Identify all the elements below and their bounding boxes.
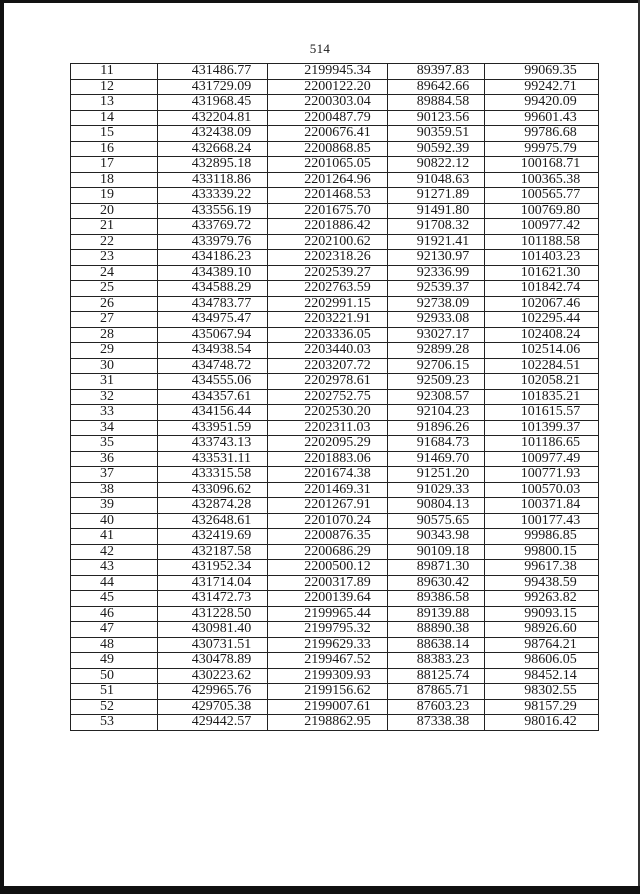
table-row bbox=[71, 250, 599, 266]
value-cell-1: 432668.24 bbox=[158, 141, 268, 157]
value-cell-4: 102284.51 bbox=[485, 358, 599, 374]
table-row bbox=[71, 544, 599, 560]
row-number-cell: 47 bbox=[71, 622, 158, 638]
table-row bbox=[71, 203, 599, 219]
row-number-cell: 37 bbox=[71, 467, 158, 483]
value-cell-2: 2203221.91 bbox=[268, 312, 388, 328]
value-cell-2: 2200676.41 bbox=[268, 126, 388, 142]
table-row bbox=[71, 715, 599, 731]
value-cell-3: 89630.42 bbox=[388, 575, 485, 591]
value-cell-3: 91896.26 bbox=[388, 420, 485, 436]
value-cell-4: 99420.09 bbox=[485, 95, 599, 111]
value-cell-4: 99263.82 bbox=[485, 591, 599, 607]
value-cell-1: 431228.50 bbox=[158, 606, 268, 622]
table-row bbox=[71, 126, 599, 142]
row-number-cell: 31 bbox=[71, 374, 158, 390]
value-cell-3: 90123.56 bbox=[388, 110, 485, 126]
value-cell-2: 2202530.20 bbox=[268, 405, 388, 421]
row-number-cell: 43 bbox=[71, 560, 158, 576]
table-row bbox=[71, 141, 599, 157]
value-cell-3: 89386.58 bbox=[388, 591, 485, 607]
row-number-cell: 46 bbox=[71, 606, 158, 622]
value-cell-1: 434748.72 bbox=[158, 358, 268, 374]
value-cell-3: 89642.66 bbox=[388, 79, 485, 95]
value-cell-1: 432438.09 bbox=[158, 126, 268, 142]
table-row bbox=[71, 560, 599, 576]
value-cell-1: 431729.09 bbox=[158, 79, 268, 95]
table-row bbox=[71, 234, 599, 250]
table-row bbox=[71, 157, 599, 173]
table-row bbox=[71, 79, 599, 95]
value-cell-2: 2200122.20 bbox=[268, 79, 388, 95]
row-number-cell: 48 bbox=[71, 637, 158, 653]
value-cell-3: 87865.71 bbox=[388, 684, 485, 700]
value-cell-1: 432648.61 bbox=[158, 513, 268, 529]
row-number-cell: 33 bbox=[71, 405, 158, 421]
value-cell-1: 429965.76 bbox=[158, 684, 268, 700]
value-cell-1: 429442.57 bbox=[158, 715, 268, 731]
value-cell-3: 92336.99 bbox=[388, 265, 485, 281]
row-number-cell: 24 bbox=[71, 265, 158, 281]
value-cell-4: 102295.44 bbox=[485, 312, 599, 328]
value-cell-2: 2200876.35 bbox=[268, 529, 388, 545]
row-number-cell: 22 bbox=[71, 234, 158, 250]
table-row bbox=[71, 172, 599, 188]
table-row bbox=[71, 653, 599, 669]
row-number-cell: 26 bbox=[71, 296, 158, 312]
value-cell-2: 2199156.62 bbox=[268, 684, 388, 700]
value-cell-4: 101399.37 bbox=[485, 420, 599, 436]
value-cell-4: 101188.58 bbox=[485, 234, 599, 250]
value-cell-3: 90575.65 bbox=[388, 513, 485, 529]
value-cell-2: 2200686.29 bbox=[268, 544, 388, 560]
table-row bbox=[71, 684, 599, 700]
row-number-cell: 29 bbox=[71, 343, 158, 359]
coordinate-table bbox=[70, 63, 599, 731]
value-cell-4: 102067.46 bbox=[485, 296, 599, 312]
table-row bbox=[71, 637, 599, 653]
value-cell-3: 92738.09 bbox=[388, 296, 485, 312]
value-cell-3: 92509.23 bbox=[388, 374, 485, 390]
value-cell-4: 98926.60 bbox=[485, 622, 599, 638]
table-row bbox=[71, 529, 599, 545]
value-cell-2: 2198862.95 bbox=[268, 715, 388, 731]
value-cell-2: 2201070.24 bbox=[268, 513, 388, 529]
value-cell-4: 99601.43 bbox=[485, 110, 599, 126]
value-cell-1: 430478.89 bbox=[158, 653, 268, 669]
value-cell-1: 434186.23 bbox=[158, 250, 268, 266]
value-cell-2: 2202095.29 bbox=[268, 436, 388, 452]
value-cell-3: 87603.23 bbox=[388, 699, 485, 715]
value-cell-2: 2199945.34 bbox=[268, 64, 388, 80]
table-row bbox=[71, 575, 599, 591]
value-cell-2: 2201267.91 bbox=[268, 498, 388, 514]
value-cell-3: 90359.51 bbox=[388, 126, 485, 142]
table-row bbox=[71, 64, 599, 80]
value-cell-3: 90592.39 bbox=[388, 141, 485, 157]
value-cell-4: 98452.14 bbox=[485, 668, 599, 684]
row-number-cell: 28 bbox=[71, 327, 158, 343]
table-row bbox=[71, 281, 599, 297]
value-cell-1: 434975.47 bbox=[158, 312, 268, 328]
value-cell-2: 2201065.05 bbox=[268, 157, 388, 173]
table-row bbox=[71, 467, 599, 483]
value-cell-3: 91684.73 bbox=[388, 436, 485, 452]
value-cell-1: 433339.22 bbox=[158, 188, 268, 204]
table-row bbox=[71, 358, 599, 374]
value-cell-3: 88638.14 bbox=[388, 637, 485, 653]
row-number-cell: 21 bbox=[71, 219, 158, 235]
value-cell-3: 91708.32 bbox=[388, 219, 485, 235]
value-cell-2: 2199007.61 bbox=[268, 699, 388, 715]
value-cell-3: 87338.38 bbox=[388, 715, 485, 731]
value-cell-4: 100565.77 bbox=[485, 188, 599, 204]
row-number-cell: 51 bbox=[71, 684, 158, 700]
value-cell-4: 102514.06 bbox=[485, 343, 599, 359]
value-cell-2: 2203336.05 bbox=[268, 327, 388, 343]
value-cell-3: 92130.97 bbox=[388, 250, 485, 266]
value-cell-2: 2200487.79 bbox=[268, 110, 388, 126]
value-cell-1: 430223.62 bbox=[158, 668, 268, 684]
value-cell-1: 429705.38 bbox=[158, 699, 268, 715]
value-cell-3: 90343.98 bbox=[388, 529, 485, 545]
row-number-cell: 44 bbox=[71, 575, 158, 591]
row-number-cell: 15 bbox=[71, 126, 158, 142]
value-cell-1: 431486.77 bbox=[158, 64, 268, 80]
value-cell-4: 99786.68 bbox=[485, 126, 599, 142]
value-cell-2: 2201674.38 bbox=[268, 467, 388, 483]
value-cell-2: 2202763.59 bbox=[268, 281, 388, 297]
row-number-cell: 14 bbox=[71, 110, 158, 126]
value-cell-4: 101842.74 bbox=[485, 281, 599, 297]
value-cell-4: 101186.65 bbox=[485, 436, 599, 452]
value-cell-4: 98764.21 bbox=[485, 637, 599, 653]
row-number-cell: 52 bbox=[71, 699, 158, 715]
value-cell-4: 99069.35 bbox=[485, 64, 599, 80]
table-row bbox=[71, 699, 599, 715]
value-cell-2: 2199309.93 bbox=[268, 668, 388, 684]
value-cell-3: 90822.12 bbox=[388, 157, 485, 173]
value-cell-2: 2200317.89 bbox=[268, 575, 388, 591]
row-number-cell: 18 bbox=[71, 172, 158, 188]
table-row bbox=[71, 668, 599, 684]
table-body bbox=[71, 64, 599, 731]
value-cell-2: 2199965.44 bbox=[268, 606, 388, 622]
table-row bbox=[71, 405, 599, 421]
value-cell-3: 91491.80 bbox=[388, 203, 485, 219]
value-cell-3: 91048.63 bbox=[388, 172, 485, 188]
value-cell-1: 434588.29 bbox=[158, 281, 268, 297]
value-cell-1: 434156.44 bbox=[158, 405, 268, 421]
value-cell-4: 99438.59 bbox=[485, 575, 599, 591]
value-cell-3: 91469.70 bbox=[388, 451, 485, 467]
table-row bbox=[71, 95, 599, 111]
value-cell-2: 2201469.31 bbox=[268, 482, 388, 498]
value-cell-1: 432895.18 bbox=[158, 157, 268, 173]
value-cell-3: 93027.17 bbox=[388, 327, 485, 343]
value-cell-4: 98302.55 bbox=[485, 684, 599, 700]
value-cell-1: 433096.62 bbox=[158, 482, 268, 498]
value-cell-4: 100977.42 bbox=[485, 219, 599, 235]
row-number-cell: 16 bbox=[71, 141, 158, 157]
value-cell-2: 2202318.26 bbox=[268, 250, 388, 266]
value-cell-1: 431968.45 bbox=[158, 95, 268, 111]
value-cell-3: 91251.20 bbox=[388, 467, 485, 483]
value-cell-2: 2202752.75 bbox=[268, 389, 388, 405]
row-number-cell: 17 bbox=[71, 157, 158, 173]
value-cell-4: 100177.43 bbox=[485, 513, 599, 529]
table-row bbox=[71, 265, 599, 281]
value-cell-3: 92104.23 bbox=[388, 405, 485, 421]
value-cell-2: 2202311.03 bbox=[268, 420, 388, 436]
row-number-cell: 13 bbox=[71, 95, 158, 111]
row-number-cell: 11 bbox=[71, 64, 158, 80]
value-cell-3: 90109.18 bbox=[388, 544, 485, 560]
row-number-cell: 25 bbox=[71, 281, 158, 297]
value-cell-3: 92933.08 bbox=[388, 312, 485, 328]
value-cell-4: 100168.71 bbox=[485, 157, 599, 173]
value-cell-3: 91029.33 bbox=[388, 482, 485, 498]
value-cell-4: 102408.24 bbox=[485, 327, 599, 343]
row-number-cell: 50 bbox=[71, 668, 158, 684]
value-cell-3: 88383.23 bbox=[388, 653, 485, 669]
value-cell-2: 2200500.12 bbox=[268, 560, 388, 576]
value-cell-1: 430731.51 bbox=[158, 637, 268, 653]
value-cell-4: 101621.30 bbox=[485, 265, 599, 281]
table-row bbox=[71, 110, 599, 126]
row-number-cell: 45 bbox=[71, 591, 158, 607]
value-cell-4: 99800.15 bbox=[485, 544, 599, 560]
row-number-cell: 32 bbox=[71, 389, 158, 405]
value-cell-4: 101835.21 bbox=[485, 389, 599, 405]
row-number-cell: 20 bbox=[71, 203, 158, 219]
scan-border-top bbox=[0, 0, 640, 3]
value-cell-2: 2200303.04 bbox=[268, 95, 388, 111]
value-cell-4: 100365.38 bbox=[485, 172, 599, 188]
value-cell-1: 434389.10 bbox=[158, 265, 268, 281]
value-cell-2: 2202978.61 bbox=[268, 374, 388, 390]
value-cell-4: 100570.03 bbox=[485, 482, 599, 498]
value-cell-2: 2201883.06 bbox=[268, 451, 388, 467]
value-cell-2: 2203440.03 bbox=[268, 343, 388, 359]
value-cell-4: 99242.71 bbox=[485, 79, 599, 95]
table-row bbox=[71, 591, 599, 607]
value-cell-3: 89397.83 bbox=[388, 64, 485, 80]
scan-border-bottom bbox=[0, 886, 640, 894]
value-cell-2: 2201886.42 bbox=[268, 219, 388, 235]
value-cell-3: 91271.89 bbox=[388, 188, 485, 204]
value-cell-1: 433951.59 bbox=[158, 420, 268, 436]
row-number-cell: 42 bbox=[71, 544, 158, 560]
value-cell-4: 99093.15 bbox=[485, 606, 599, 622]
table-row bbox=[71, 188, 599, 204]
value-cell-4: 102058.21 bbox=[485, 374, 599, 390]
value-cell-4: 98606.05 bbox=[485, 653, 599, 669]
value-cell-3: 88125.74 bbox=[388, 668, 485, 684]
table-row bbox=[71, 343, 599, 359]
table-row bbox=[71, 513, 599, 529]
row-number-cell: 53 bbox=[71, 715, 158, 731]
table-row bbox=[71, 622, 599, 638]
row-number-cell: 12 bbox=[71, 79, 158, 95]
row-number-cell: 23 bbox=[71, 250, 158, 266]
value-cell-4: 100771.93 bbox=[485, 467, 599, 483]
value-cell-4: 99617.38 bbox=[485, 560, 599, 576]
table-row bbox=[71, 420, 599, 436]
table-row bbox=[71, 606, 599, 622]
row-number-cell: 41 bbox=[71, 529, 158, 545]
value-cell-2: 2199467.52 bbox=[268, 653, 388, 669]
value-cell-1: 432419.69 bbox=[158, 529, 268, 545]
value-cell-1: 433315.58 bbox=[158, 467, 268, 483]
table-row bbox=[71, 374, 599, 390]
row-number-cell: 36 bbox=[71, 451, 158, 467]
value-cell-1: 433769.72 bbox=[158, 219, 268, 235]
table-row bbox=[71, 296, 599, 312]
value-cell-4: 99975.79 bbox=[485, 141, 599, 157]
value-cell-1: 433556.19 bbox=[158, 203, 268, 219]
row-number-cell: 39 bbox=[71, 498, 158, 514]
value-cell-2: 2199629.33 bbox=[268, 637, 388, 653]
table-row bbox=[71, 219, 599, 235]
value-cell-4: 100769.80 bbox=[485, 203, 599, 219]
value-cell-3: 89139.88 bbox=[388, 606, 485, 622]
value-cell-1: 434357.61 bbox=[158, 389, 268, 405]
row-number-cell: 27 bbox=[71, 312, 158, 328]
value-cell-1: 431472.73 bbox=[158, 591, 268, 607]
value-cell-1: 434555.06 bbox=[158, 374, 268, 390]
value-cell-3: 92308.57 bbox=[388, 389, 485, 405]
value-cell-2: 2200139.64 bbox=[268, 591, 388, 607]
value-cell-3: 89884.58 bbox=[388, 95, 485, 111]
value-cell-2: 2201675.70 bbox=[268, 203, 388, 219]
value-cell-4: 100371.84 bbox=[485, 498, 599, 514]
table-row bbox=[71, 327, 599, 343]
row-number-cell: 35 bbox=[71, 436, 158, 452]
value-cell-2: 2202100.62 bbox=[268, 234, 388, 250]
value-cell-1: 432204.81 bbox=[158, 110, 268, 126]
value-cell-3: 88890.38 bbox=[388, 622, 485, 638]
row-number-cell: 34 bbox=[71, 420, 158, 436]
table-row bbox=[71, 498, 599, 514]
value-cell-1: 432187.58 bbox=[158, 544, 268, 560]
value-cell-4: 98157.29 bbox=[485, 699, 599, 715]
row-number-cell: 40 bbox=[71, 513, 158, 529]
value-cell-1: 431714.04 bbox=[158, 575, 268, 591]
value-cell-2: 2202539.27 bbox=[268, 265, 388, 281]
table-row bbox=[71, 436, 599, 452]
value-cell-3: 89871.30 bbox=[388, 560, 485, 576]
value-cell-4: 101615.57 bbox=[485, 405, 599, 421]
row-number-cell: 38 bbox=[71, 482, 158, 498]
value-cell-2: 2202991.15 bbox=[268, 296, 388, 312]
value-cell-1: 432874.28 bbox=[158, 498, 268, 514]
value-cell-4: 99986.85 bbox=[485, 529, 599, 545]
row-number-cell: 49 bbox=[71, 653, 158, 669]
value-cell-2: 2201264.96 bbox=[268, 172, 388, 188]
value-cell-1: 431952.34 bbox=[158, 560, 268, 576]
value-cell-4: 100977.49 bbox=[485, 451, 599, 467]
row-number-cell: 30 bbox=[71, 358, 158, 374]
table-row bbox=[71, 389, 599, 405]
page-number: 514 bbox=[309, 41, 331, 56]
value-cell-2: 2203207.72 bbox=[268, 358, 388, 374]
value-cell-1: 434783.77 bbox=[158, 296, 268, 312]
value-cell-3: 91921.41 bbox=[388, 234, 485, 250]
value-cell-2: 2200868.85 bbox=[268, 141, 388, 157]
value-cell-1: 435067.94 bbox=[158, 327, 268, 343]
value-cell-3: 90804.13 bbox=[388, 498, 485, 514]
value-cell-2: 2199795.32 bbox=[268, 622, 388, 638]
value-cell-1: 430981.40 bbox=[158, 622, 268, 638]
value-cell-1: 434938.54 bbox=[158, 343, 268, 359]
value-cell-4: 101403.23 bbox=[485, 250, 599, 266]
scan-border-left bbox=[0, 0, 4, 894]
table-row bbox=[71, 451, 599, 467]
table-row bbox=[71, 312, 599, 328]
value-cell-3: 92539.37 bbox=[388, 281, 485, 297]
value-cell-1: 433743.13 bbox=[158, 436, 268, 452]
table-row bbox=[71, 482, 599, 498]
row-number-cell: 19 bbox=[71, 188, 158, 204]
value-cell-4: 98016.42 bbox=[485, 715, 599, 731]
value-cell-3: 92899.28 bbox=[388, 343, 485, 359]
value-cell-1: 433979.76 bbox=[158, 234, 268, 250]
value-cell-1: 433118.86 bbox=[158, 172, 268, 188]
value-cell-1: 433531.11 bbox=[158, 451, 268, 467]
value-cell-2: 2201468.53 bbox=[268, 188, 388, 204]
value-cell-3: 92706.15 bbox=[388, 358, 485, 374]
